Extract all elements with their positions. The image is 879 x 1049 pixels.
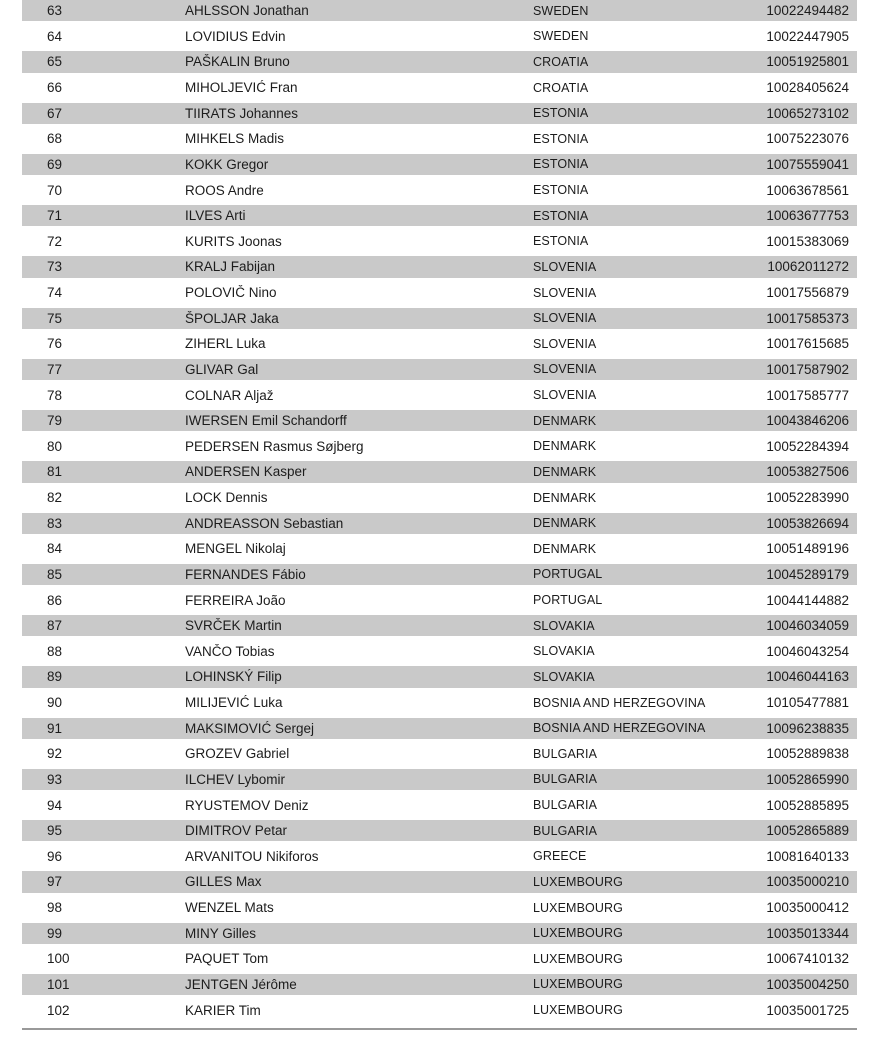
rider-uci-id: 10043846206 xyxy=(766,413,849,429)
rider-number: 86 xyxy=(47,592,63,608)
rider-name: PEDERSEN Rasmus Søjberg xyxy=(185,438,364,454)
rider-number: 70 xyxy=(47,182,63,198)
rider-number: 88 xyxy=(47,643,63,659)
table-row xyxy=(22,282,857,303)
rider-name: DIMITROV Petar xyxy=(185,823,288,839)
rider-country: DENMARK xyxy=(533,490,597,505)
rider-name: LOHINSKÝ Filip xyxy=(185,669,282,685)
rider-country: GREECE xyxy=(533,849,587,864)
table-row xyxy=(22,51,857,72)
rider-uci-id: 10052283990 xyxy=(766,490,849,506)
rider-uci-id: 10063678561 xyxy=(766,182,849,198)
table-row xyxy=(22,333,857,354)
rider-uci-id: 10053827506 xyxy=(766,464,849,480)
rider-number: 100 xyxy=(47,951,70,967)
rider-name: KRALJ Fabijan xyxy=(185,259,276,275)
rider-uci-id: 10015383069 xyxy=(766,233,849,249)
rider-uci-id: 10017615685 xyxy=(766,336,849,352)
table-row xyxy=(22,513,857,534)
rider-country: SLOVENIA xyxy=(533,285,597,300)
rider-uci-id: 10052885895 xyxy=(766,797,849,813)
rider-uci-id: 10075223076 xyxy=(766,131,849,147)
rider-name: KURITS Joonas xyxy=(185,233,282,249)
table-row xyxy=(22,743,857,764)
rider-country: SLOVENIA xyxy=(533,336,597,351)
rider-country: CROATIA xyxy=(533,54,589,69)
rider-uci-id: 10046043254 xyxy=(766,643,849,659)
rider-uci-id: 10035001725 xyxy=(766,1002,849,1018)
rider-name: FERREIRA João xyxy=(185,592,286,608)
rider-uci-id: 10017585373 xyxy=(766,310,849,326)
rider-uci-id: 10096238835 xyxy=(766,720,849,736)
rider-country: ESTONIA xyxy=(533,131,589,146)
rider-number: 82 xyxy=(47,490,63,506)
rider-uci-id: 10035004250 xyxy=(766,976,849,992)
rider-country: CROATIA xyxy=(533,80,589,95)
rider-name: VANČO Tobias xyxy=(185,643,275,659)
rider-number: 76 xyxy=(47,336,63,352)
table-row xyxy=(22,871,857,892)
table-row xyxy=(22,999,857,1020)
rider-number: 63 xyxy=(47,3,63,19)
rider-number: 78 xyxy=(47,387,63,403)
rider-name: GLIVAR Gal xyxy=(185,361,259,377)
rider-country: ESTONIA xyxy=(533,234,589,249)
rider-name: ILCHEV Lybomir xyxy=(185,771,286,787)
table-row xyxy=(22,820,857,841)
table-row xyxy=(22,666,857,687)
rider-uci-id: 10052284394 xyxy=(766,438,849,454)
rider-number: 90 xyxy=(47,695,63,711)
rider-name: ANDREASSON Sebastian xyxy=(185,515,344,531)
rider-name: MENGEL Nikolaj xyxy=(185,541,286,557)
rider-name: MILIJEVIĆ Luka xyxy=(185,695,283,711)
rider-country: SLOVAKIA xyxy=(533,644,595,659)
rider-uci-id: 10062011272 xyxy=(767,259,849,275)
rider-country: SLOVENIA xyxy=(533,388,597,403)
rider-number: 80 xyxy=(47,438,63,454)
rider-name: COLNAR Aljaž xyxy=(185,387,274,403)
table-row xyxy=(22,692,857,713)
rider-uci-id: 10053826694 xyxy=(766,515,849,531)
rider-country: SLOVAKIA xyxy=(533,669,595,684)
table-bottom-divider xyxy=(22,1028,857,1030)
table-row xyxy=(22,564,857,585)
rider-country: BULGARIA xyxy=(533,798,598,813)
rider-uci-id: 10063677753 xyxy=(766,208,849,224)
table-row xyxy=(22,718,857,739)
rider-uci-id: 10067410132 xyxy=(766,951,849,967)
rider-number: 91 xyxy=(47,720,63,736)
rider-country: BULGARIA xyxy=(533,772,598,787)
rider-uci-id: 10045289179 xyxy=(766,566,849,582)
table-row xyxy=(22,256,857,277)
rider-uci-id: 10081640133 xyxy=(766,848,849,864)
rider-country: ESTONIA xyxy=(533,157,589,172)
rider-number: 67 xyxy=(47,105,63,121)
table-row xyxy=(22,487,857,508)
rider-country: SWEDEN xyxy=(533,3,589,18)
table-row xyxy=(22,359,857,380)
table-row xyxy=(22,0,857,21)
rider-name: KOKK Gregor xyxy=(185,156,269,172)
rider-name: ANDERSEN Kasper xyxy=(185,464,307,480)
rider-number: 98 xyxy=(47,900,63,916)
rider-number: 89 xyxy=(47,669,63,685)
rider-name: WENZEL Mats xyxy=(185,900,274,916)
table-row xyxy=(22,231,857,252)
rider-name: PAŠKALIN Bruno xyxy=(185,54,290,70)
rider-uci-id: 10075559041 xyxy=(766,156,849,172)
rider-uci-id: 10022447905 xyxy=(766,28,849,44)
table-row xyxy=(22,641,857,662)
rider-uci-id: 10017587902 xyxy=(766,361,849,377)
rider-name: KARIER Tim xyxy=(185,1002,261,1018)
rider-number: 77 xyxy=(47,361,63,377)
rider-country: SWEDEN xyxy=(533,29,589,44)
rider-uci-id: 10105477881 xyxy=(766,695,849,711)
rider-name: ROOS Andre xyxy=(185,182,264,198)
rider-name: ŠPOLJAR Jaka xyxy=(185,310,279,326)
rider-country: SLOVENIA xyxy=(533,311,597,326)
rider-country: DENMARK xyxy=(533,439,597,454)
rider-country: LUXEMBOURG xyxy=(533,900,623,915)
rider-country: PORTUGAL xyxy=(533,593,603,608)
rider-number: 96 xyxy=(47,848,63,864)
rider-country: DENMARK xyxy=(533,464,597,479)
rider-country: LUXEMBOURG xyxy=(533,977,623,992)
rider-number: 66 xyxy=(47,80,63,96)
rider-country: ESTONIA xyxy=(533,183,589,198)
rider-uci-id: 10052865990 xyxy=(766,771,849,787)
rider-number: 81 xyxy=(47,464,63,480)
rider-country: SLOVENIA xyxy=(533,259,597,274)
rider-name: IWERSEN Emil Schandorff xyxy=(185,413,347,429)
rider-number: 102 xyxy=(47,1002,70,1018)
table-row xyxy=(22,897,857,918)
rider-country: DENMARK xyxy=(533,413,597,428)
table-row xyxy=(22,436,857,457)
table-row xyxy=(22,205,857,226)
rider-country: BOSNIA AND HERZEGOVINA xyxy=(533,721,706,736)
rider-name: TIIRATS Johannes xyxy=(185,105,299,121)
table-row xyxy=(22,923,857,944)
table-row xyxy=(22,589,857,610)
rider-uci-id: 10051925801 xyxy=(766,54,849,70)
table-row xyxy=(22,77,857,98)
rider-table xyxy=(22,0,857,1025)
rider-number: 72 xyxy=(47,233,63,249)
table-row xyxy=(22,26,857,47)
table-row xyxy=(22,308,857,329)
rider-name: ILVES Arti xyxy=(185,208,246,224)
rider-name: MIHKELS Madis xyxy=(185,131,285,147)
table-row xyxy=(22,461,857,482)
rider-name: MAKSIMOVIĆ Sergej xyxy=(185,720,315,736)
rider-number: 84 xyxy=(47,541,63,557)
rider-number: 101 xyxy=(47,976,70,992)
rider-country: DENMARK xyxy=(533,541,597,556)
rider-country: LUXEMBOURG xyxy=(533,951,623,966)
rider-name: PAQUET Tom xyxy=(185,951,269,967)
rider-uci-id: 10065273102 xyxy=(766,105,849,121)
rider-country: BULGARIA xyxy=(533,746,598,761)
rider-uci-id: 10052865889 xyxy=(766,823,849,839)
rider-number: 79 xyxy=(47,413,63,429)
rider-name: AHLSSON Jonathan xyxy=(185,3,309,19)
rider-number: 94 xyxy=(47,797,63,813)
table-row xyxy=(22,103,857,124)
rider-number: 74 xyxy=(47,285,63,301)
rider-name: ZIHERL Luka xyxy=(185,336,266,352)
rider-name: POLOVIČ Nino xyxy=(185,285,277,301)
rider-country: PORTUGAL xyxy=(533,567,603,582)
rider-number: 68 xyxy=(47,131,63,147)
rider-uci-id: 10046034059 xyxy=(766,618,849,634)
rider-number: 92 xyxy=(47,746,63,762)
rider-uci-id: 10035013344 xyxy=(766,925,849,941)
rider-name: JENTGEN Jérôme xyxy=(185,976,297,992)
rider-number: 73 xyxy=(47,259,63,275)
rider-number: 87 xyxy=(47,618,63,634)
table-row xyxy=(22,769,857,790)
rider-country: LUXEMBOURG xyxy=(533,926,623,941)
rider-name: MIHOLJEVIĆ Fran xyxy=(185,80,298,96)
rider-name: GILLES Max xyxy=(185,874,262,890)
rider-name: LOCK Dennis xyxy=(185,490,268,506)
rider-name: SVRČEK Martin xyxy=(185,618,282,634)
table-row xyxy=(22,974,857,995)
table-row xyxy=(22,794,857,815)
table-row xyxy=(22,538,857,559)
rider-number: 83 xyxy=(47,515,63,531)
rider-number: 64 xyxy=(47,28,63,44)
rider-uci-id: 10022494482 xyxy=(766,3,849,19)
rider-uci-id: 10017556879 xyxy=(766,285,849,301)
table-row xyxy=(22,384,857,405)
rider-number: 75 xyxy=(47,310,63,326)
rider-number: 97 xyxy=(47,874,63,890)
rider-number: 99 xyxy=(47,925,63,941)
rider-uci-id: 10044144882 xyxy=(766,592,849,608)
rider-country: LUXEMBOURG xyxy=(533,874,623,889)
rider-name: ARVANITOU Nikiforos xyxy=(185,848,319,864)
rider-number: 93 xyxy=(47,771,63,787)
rider-number: 71 xyxy=(47,208,63,224)
table-row xyxy=(22,846,857,867)
rider-name: FERNANDES Fábio xyxy=(185,566,306,582)
rider-number: 69 xyxy=(47,156,63,172)
rider-uci-id: 10035000210 xyxy=(766,874,849,890)
rider-number: 95 xyxy=(47,823,63,839)
rider-country: SLOVAKIA xyxy=(533,618,595,633)
table-row xyxy=(22,948,857,969)
rider-uci-id: 10052889838 xyxy=(766,746,849,762)
rider-country: ESTONIA xyxy=(533,106,589,121)
rider-country: DENMARK xyxy=(533,516,597,531)
rider-number: 85 xyxy=(47,566,63,582)
rider-country: BULGARIA xyxy=(533,823,598,838)
rider-uci-id: 10046044163 xyxy=(766,669,849,685)
rider-uci-id: 10017585777 xyxy=(766,387,849,403)
rider-uci-id: 10051489196 xyxy=(766,541,849,557)
table-row xyxy=(22,128,857,149)
table-row xyxy=(22,154,857,175)
rider-country: ESTONIA xyxy=(533,208,589,223)
table-row xyxy=(22,410,857,431)
rider-uci-id: 10035000412 xyxy=(766,900,849,916)
rider-country: LUXEMBOURG xyxy=(533,1003,623,1018)
rider-name: RYUSTEMOV Deniz xyxy=(185,797,309,813)
rider-country: SLOVENIA xyxy=(533,362,597,377)
rider-number: 65 xyxy=(47,54,63,70)
table-row xyxy=(22,179,857,200)
rider-uci-id: 10028405624 xyxy=(766,80,849,96)
rider-name: LOVIDIUS Edvin xyxy=(185,28,286,44)
rider-name: MINY Gilles xyxy=(185,925,257,941)
table-row xyxy=(22,615,857,636)
rider-name: GROZEV Gabriel xyxy=(185,746,290,762)
rider-country: BOSNIA AND HERZEGOVINA xyxy=(533,695,706,710)
